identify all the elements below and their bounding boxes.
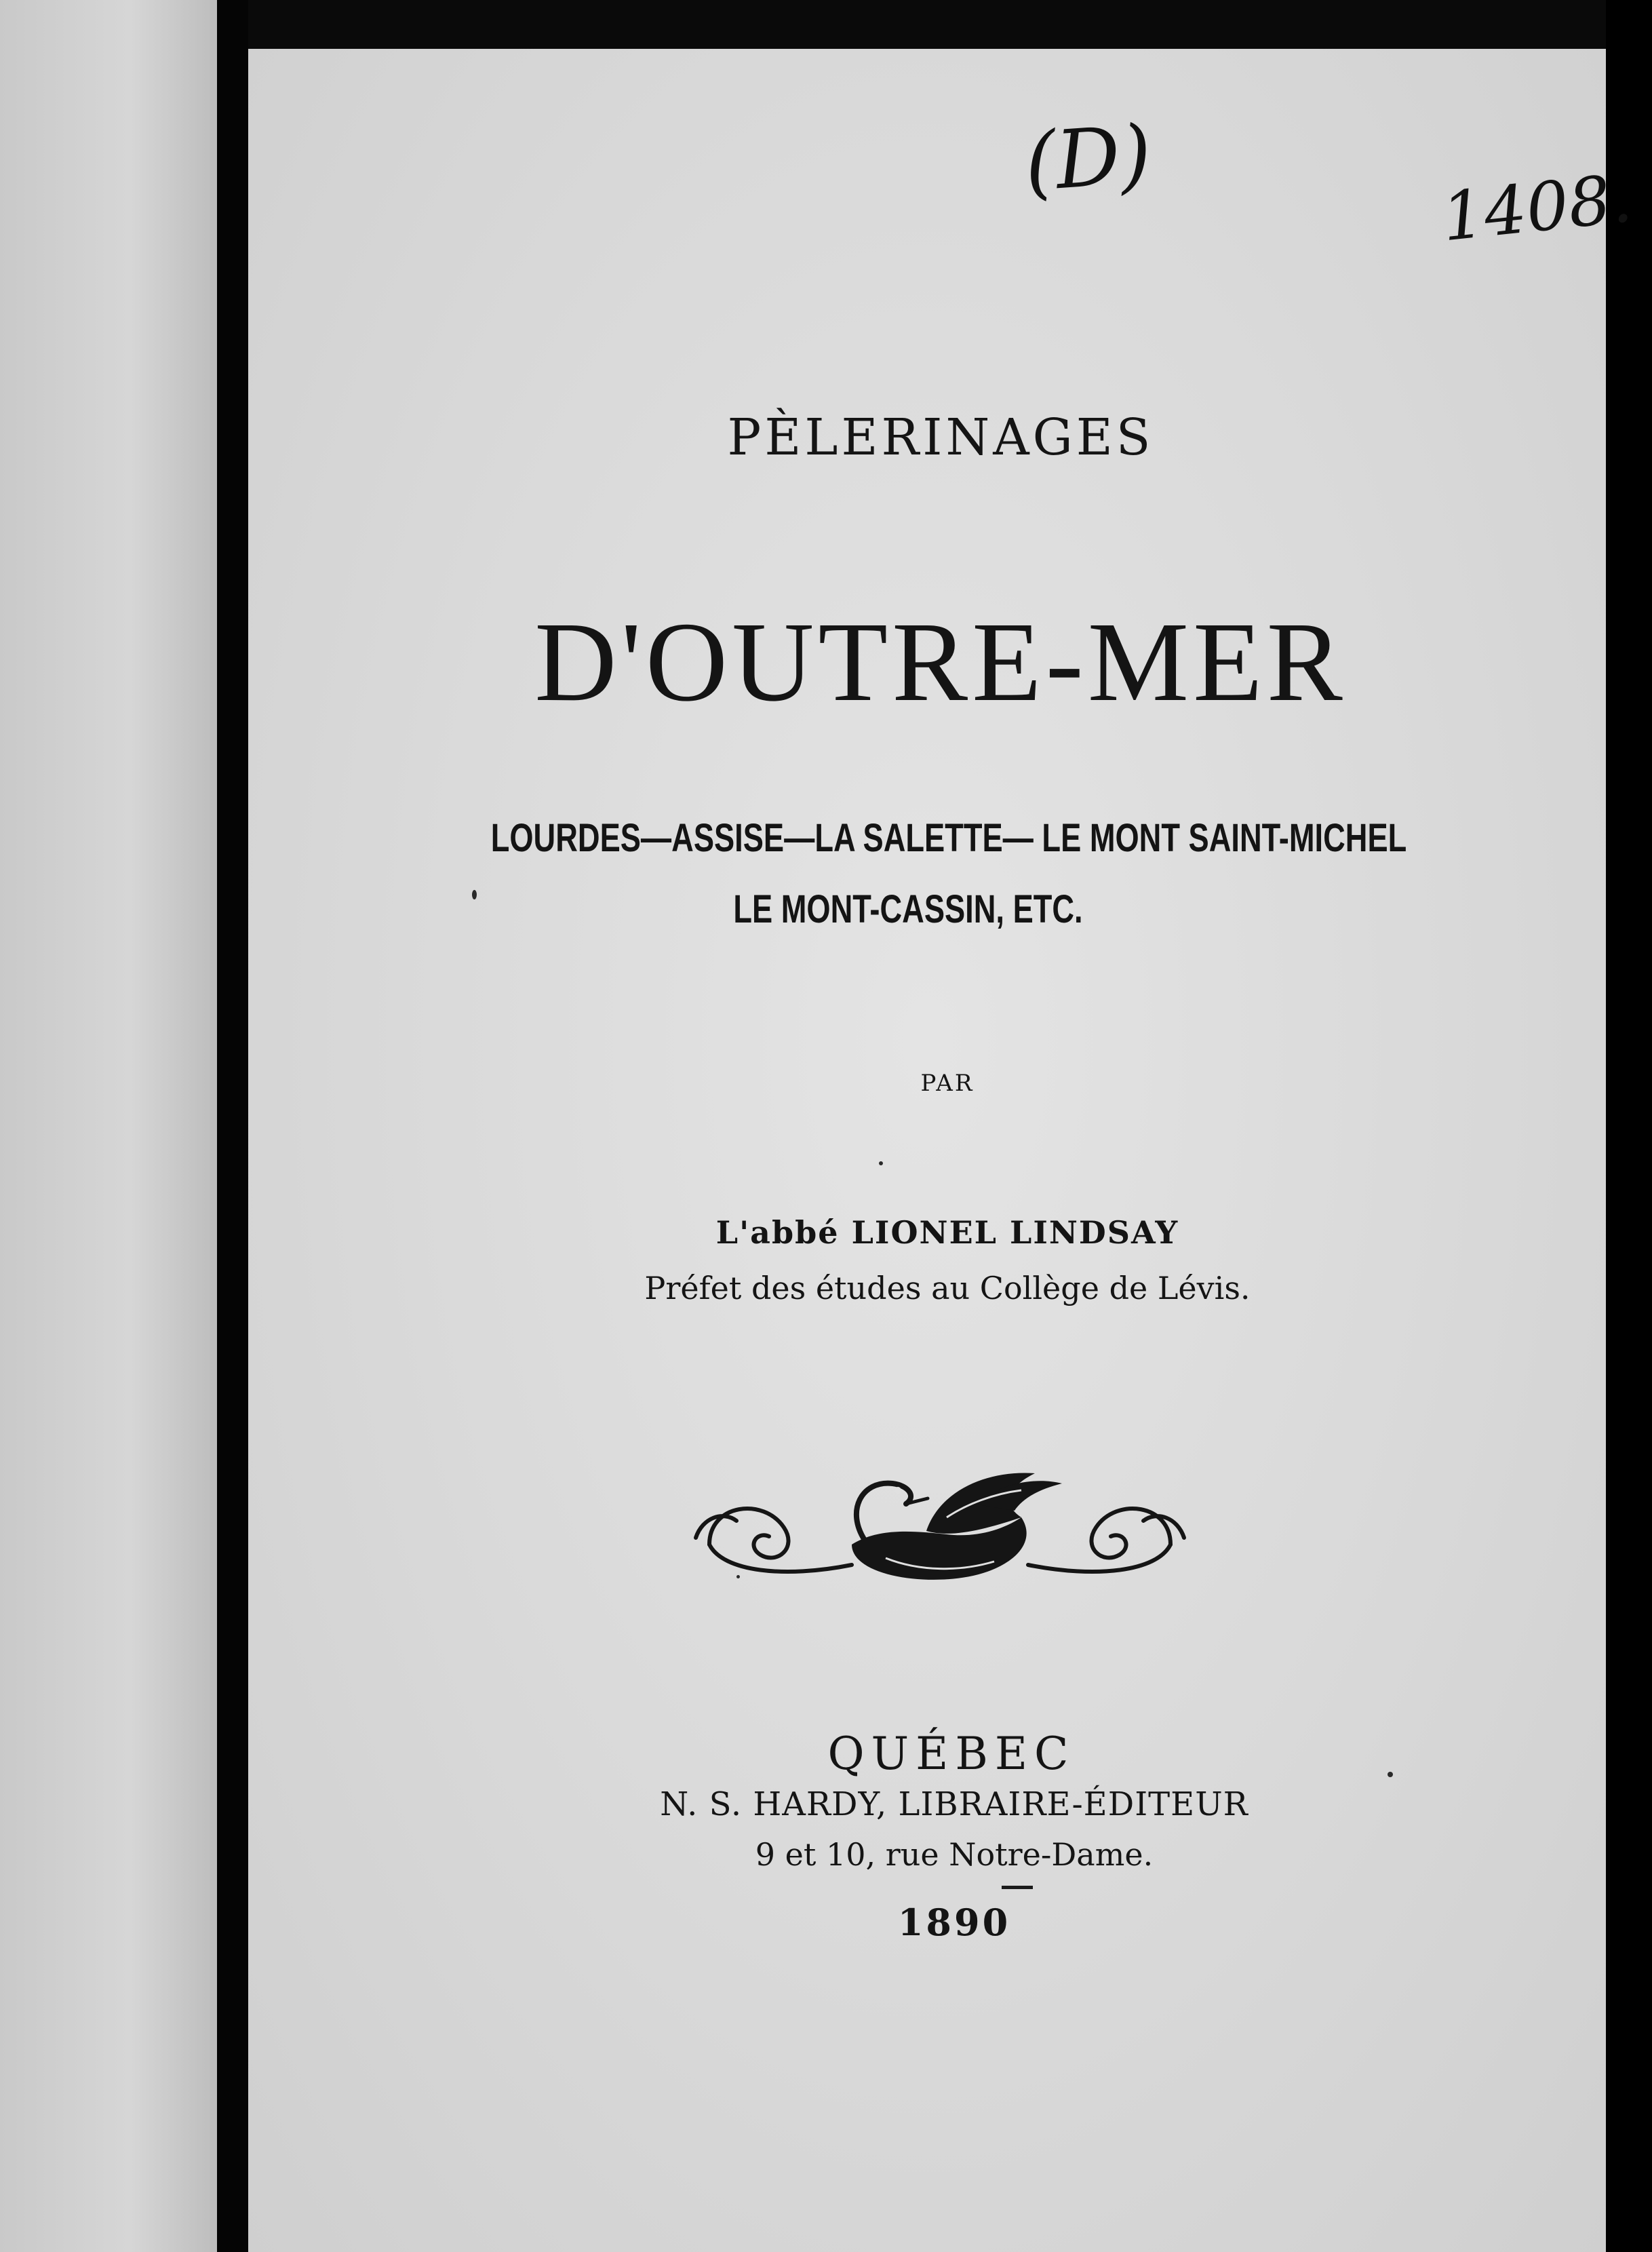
author-title: Préfet des études au Collège de Lévis. [644,1270,1251,1306]
author-name: L'abbé LIONEL LINDSAY [715,1214,1179,1251]
swan-ornament-icon [682,1463,1198,1592]
imprint-address: 9 et 10, rue Notre-Dame. [755,1836,1154,1873]
handwritten-number: 1408. [1438,159,1636,257]
main-title: D'OUTRE-MER [534,599,1347,725]
title-page [248,49,1636,2252]
pre-title: PÈLERINAGES [727,408,1154,467]
subtitle-line-2: LE MONT-CASSIN, ETC. [733,887,1083,931]
facing-page-edge [0,0,217,2252]
imprint-city: QUÉBEC [827,1728,1076,1780]
handwritten-mark: (D) [1021,106,1155,210]
divider-rule [1002,1886,1033,1889]
by-label: PAR [920,1070,975,1097]
subtitle-line-1: LOURDES—ASSISE—LA SALETTE— LE MONT SAINT-MICHEL [490,816,1407,860]
book-gutter [217,0,248,2252]
paper-speck [879,1161,883,1165]
imprint-publisher: N. S. HARDY, LIBRAIRE-ÉDITEUR [660,1785,1248,1823]
imprint-year: 1890 [897,1901,1011,1944]
page-top-shadow [248,0,1606,49]
